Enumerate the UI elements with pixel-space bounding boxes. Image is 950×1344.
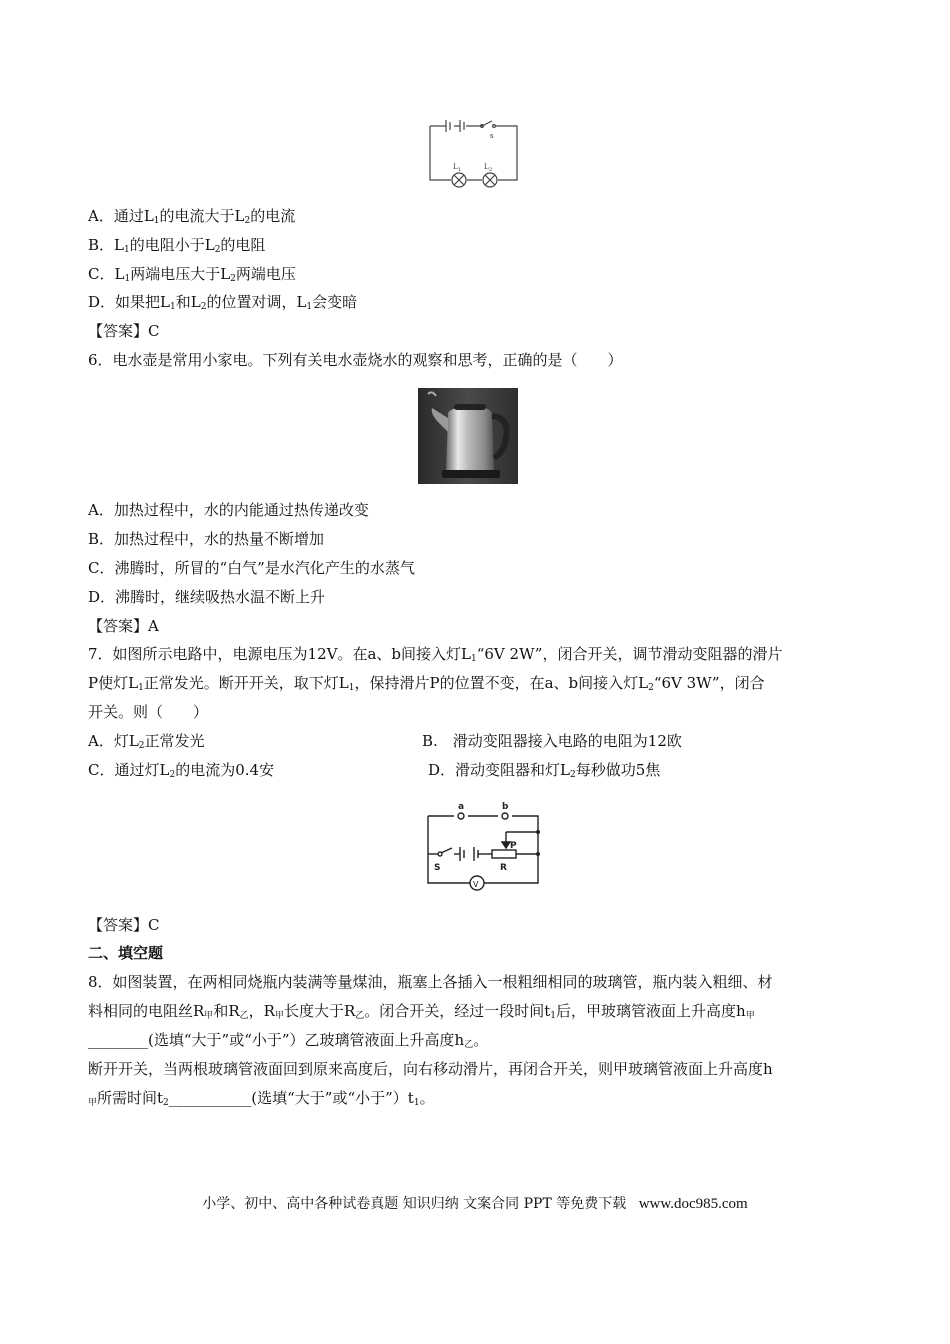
q5-option-c: C．$L_1$两端电压大于$L_2$两端电压 [88,265,296,284]
switch-label: s [490,132,494,140]
q6-stem: 6．电水壶是常用小家电。下列有关电水壶烧水的观察和思考，正确的是（ ） [88,351,623,369]
terminal-a-label: a [458,802,465,812]
terminal-b-label: b [502,802,509,812]
q6-option-a: A．加热过程中，水的内能通过热传递改变 [88,501,369,519]
lamp-l2-label: L [484,163,489,171]
q7-option-d: D．滑动变阻器和灯$L_2$每秒做功5焦 [428,761,661,780]
q7-answer: 【答案】C [88,916,160,934]
q6-option-d: D．沸腾时，继续吸热水温不断上升 [88,588,326,606]
q6-answer: 【答案】A [88,617,159,635]
footer-url[interactable]: www.doc985.com [638,1196,748,1212]
q8-line4: 断开开关，当两根玻璃管液面回到原来高度后，向右移动滑片，再闭合开关，则甲玻璃管液面上升高度h [88,1060,773,1078]
resistor-r-label: R [500,863,507,873]
q6-option-c: C．沸腾时，所冒的“白气”是水汽化产生的水蒸气 [88,559,415,577]
switch-s-label: S [434,863,441,873]
q8-line3: ________(选填“大于”或“小于”）乙玻璃管液面上升高度$h_乙$。 [88,1031,489,1050]
q5-option-a: A．通过$L_1$的电流大于$L_2$的电流 [88,207,296,226]
lamp-l1-sub: 1 [458,167,462,173]
series-circuit-figure [420,112,526,190]
q7-stem-line3: 开关。则（ ） [88,703,209,721]
slider-p-label: P [510,841,517,851]
q8-line5: $_甲$所需时间$t_2\_\_\_\_\_\_\_\_\_\_\_$(选填“大于”或“小于$”)t_1$。 [88,1089,435,1108]
q8-line1: 8．如图装置，在两相同烧瓶内装满等量煤油，瓶塞上各插入一根粗细相同的玻璃管，瓶内装入粗细、材 [88,973,773,991]
q5-option-d: D．如果把$L_1$和$L_2$的位置对调，$L_1$会变暗 [88,293,358,312]
q5-option-b: B．$L_1$的电阻小于$L_2$的电阻 [88,236,266,255]
section-heading-fill-in: 二、填空题 [88,944,164,962]
q5-answer: 【答案】C [88,322,160,340]
rheostat-circuit-figure [418,796,548,896]
q7-option-b: B. 滑动变阻器接入电路的电阻为12欧 [422,732,682,750]
q7-option-a: A．灯$L_2$正常发光 [88,732,205,751]
voltmeter-v-label: V [473,880,479,889]
electric-kettle-photo [418,388,518,484]
q8-line2: 料相同的电阻丝$R_甲$和$R_乙$，$R_甲$长度大于$R_乙$。闭合开关，经过一段时间$t_1$后，甲玻璃管液面上升高度$h_甲$ [88,1002,755,1021]
page-footer [0,1193,950,1213]
q6-option-b: B．加热过程中，水的热量不断增加 [88,530,325,548]
q7-stem-line1: 7．如图所示电路中，电源电压为12V。在a、b间接入灯$L_1“6V$ 2W”，闭合开关，调节滑动变阻器的滑片 [88,645,783,664]
q7-stem-line2: P使灯$L_1$正常发光。断开开关，取下灯$L_1$，保持滑片P的位置不变，在a、b间接入灯$L_2“6V$ 3W”，闭合 [88,674,765,693]
lamp-l1-label: L [453,163,458,171]
footer-text: 小学、初中、高中各种试卷真题 知识归纳 文案合同 PPT 等免费下载 [202,1196,627,1212]
lamp-l2-sub: 2 [489,167,493,173]
q7-option-c: C．通过灯$L_2$的电流为0.4安 [88,761,275,780]
